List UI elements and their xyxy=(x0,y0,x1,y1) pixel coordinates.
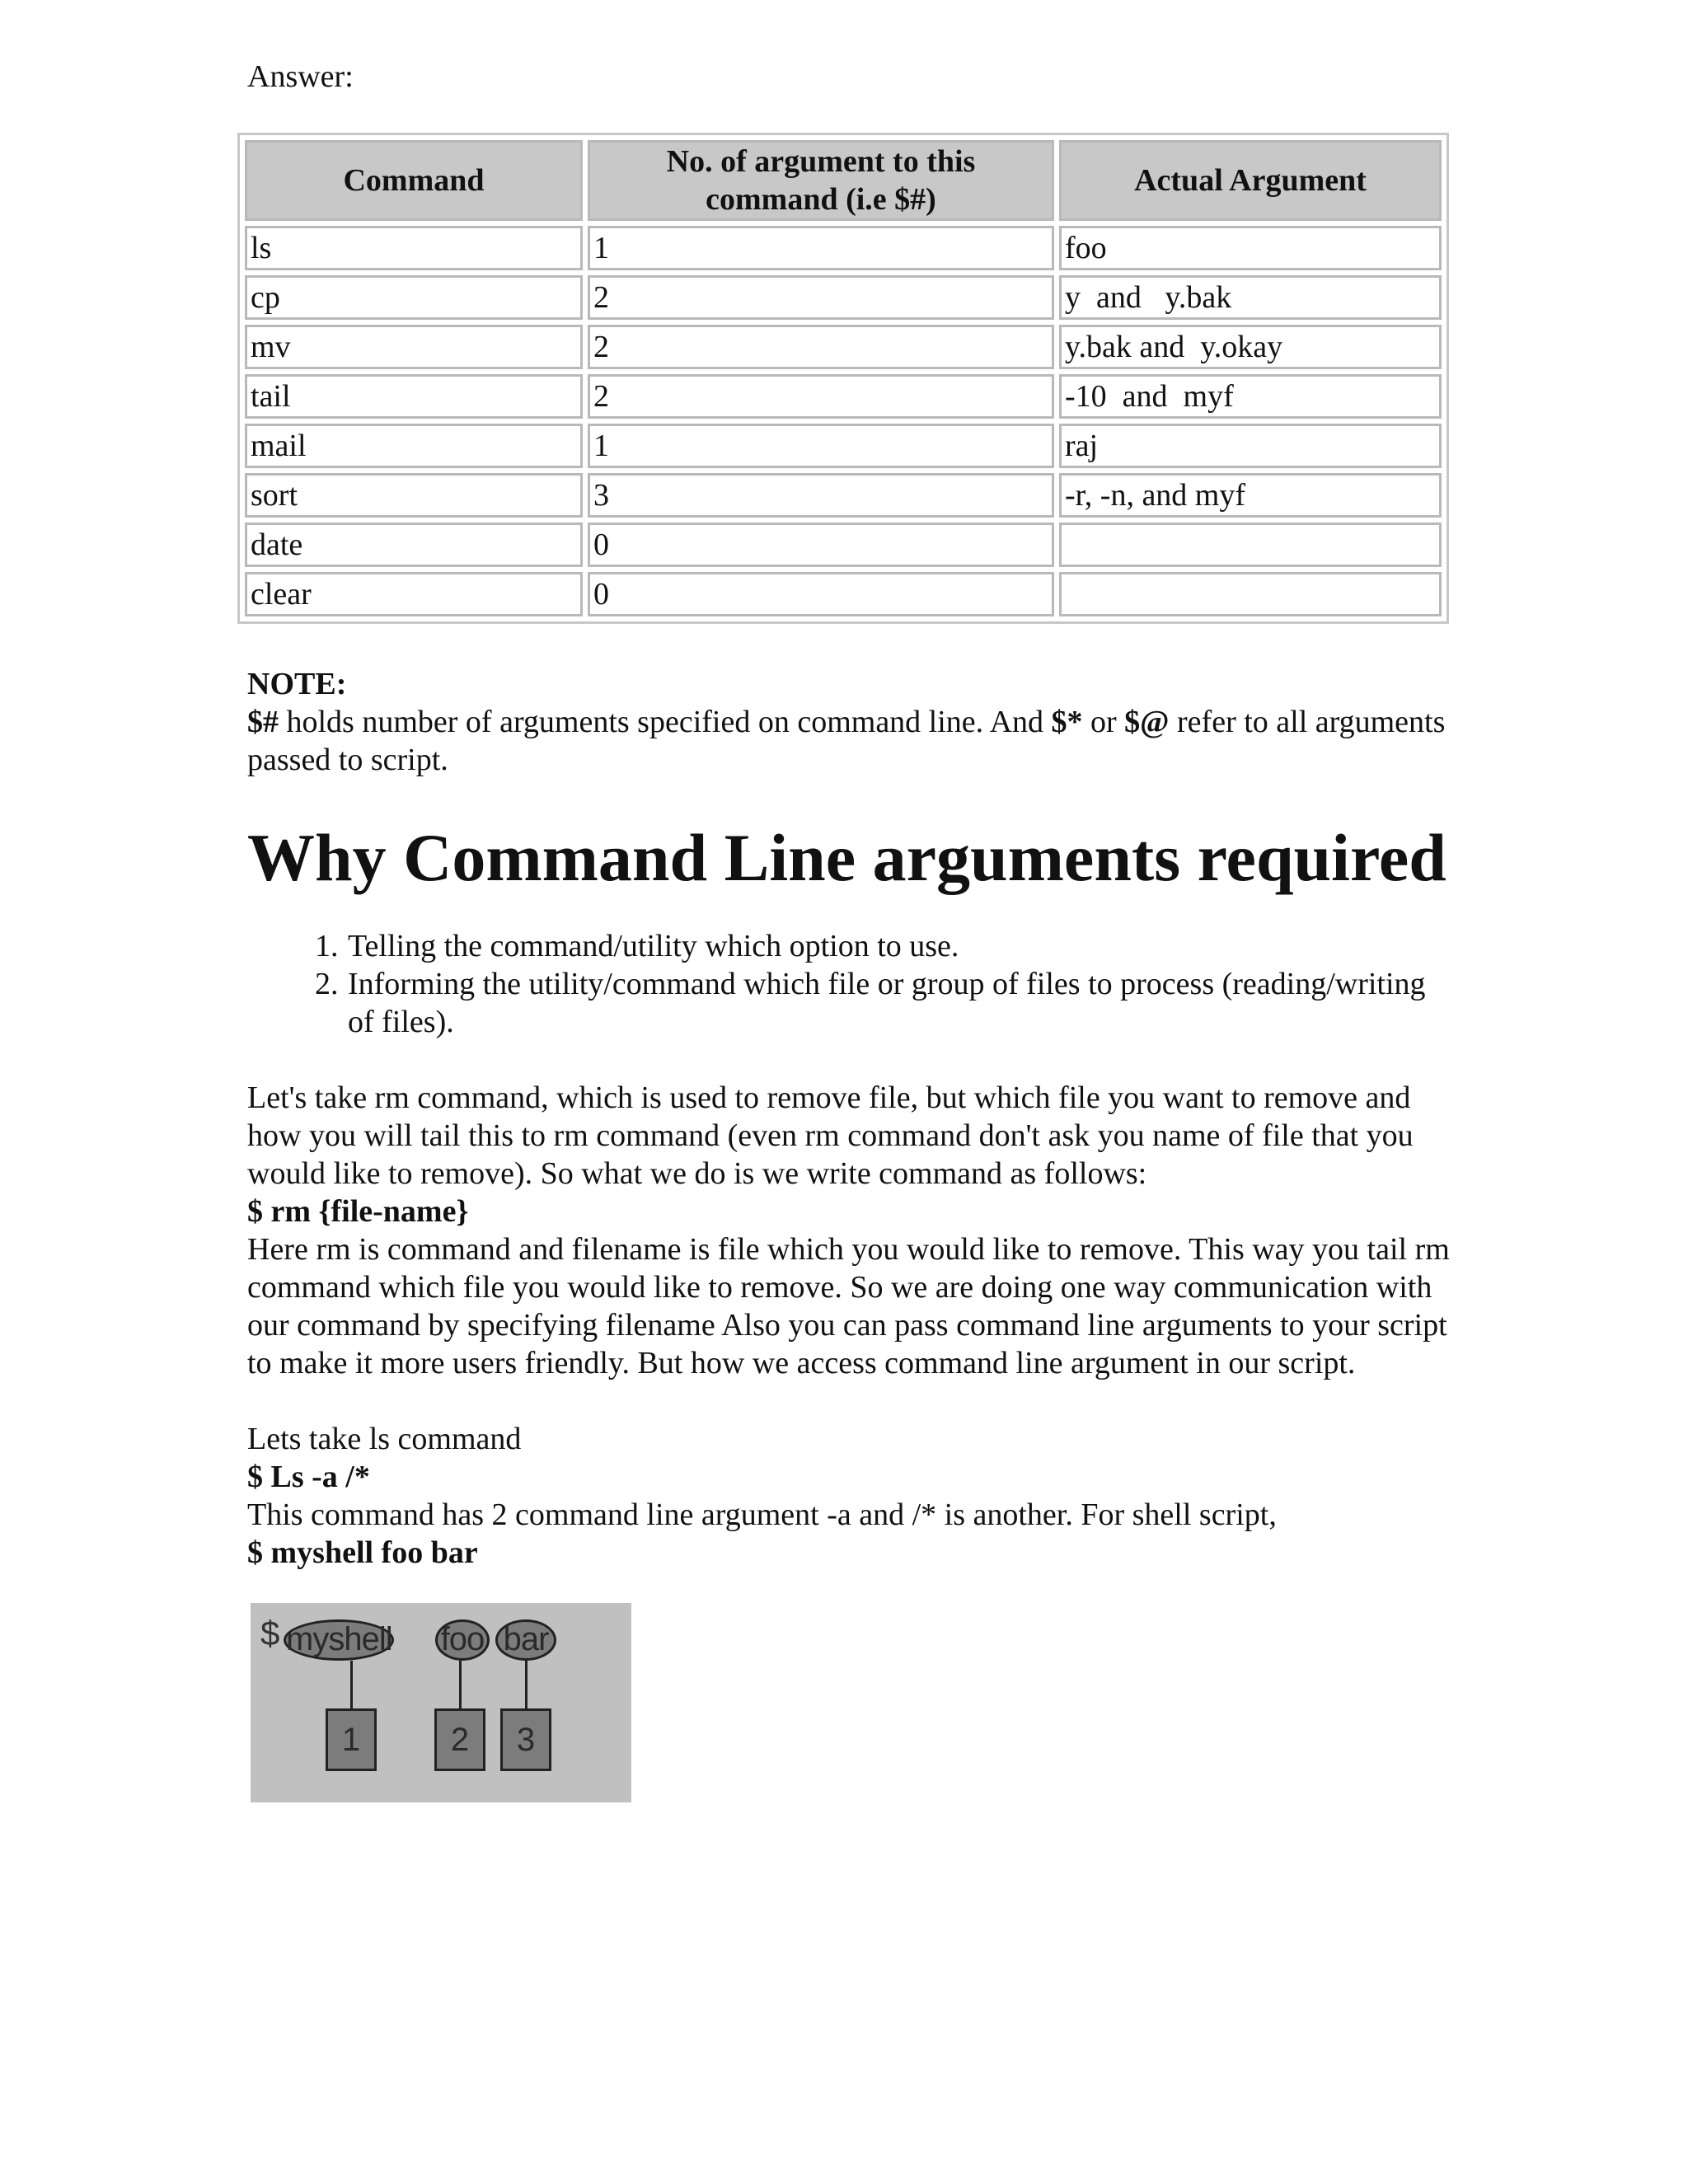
cell-count: 0 xyxy=(588,572,1054,616)
diagram-dollar-sign: $ xyxy=(260,1614,280,1652)
section-heading: Why Command Line arguments required xyxy=(247,820,1447,895)
diagram-connector xyxy=(350,1661,353,1708)
table-row xyxy=(245,523,1442,567)
cell-actual: raj xyxy=(1059,424,1442,468)
argument-diagram xyxy=(251,1603,631,1802)
cell-command: tail xyxy=(245,374,583,419)
list-item: 2. Informing the utility/command which file or group of files to process (reading/writing of files). xyxy=(346,965,1451,1041)
note-var-count: $# xyxy=(247,705,279,739)
header-actual-argument: Actual Argument xyxy=(1059,140,1442,221)
cell-actual: -r, -n, and myf xyxy=(1059,473,1442,518)
document-page xyxy=(247,58,1451,1802)
table-row xyxy=(245,424,1442,468)
header-argument-count: No. of argument to this command (i.e $#) xyxy=(588,140,1054,221)
cell-command: clear xyxy=(245,572,583,616)
arguments-table xyxy=(237,133,1449,624)
table-header-row xyxy=(245,140,1442,221)
table-row xyxy=(245,374,1442,419)
cell-actual: foo xyxy=(1059,226,1442,270)
diagram-box-2: 2 xyxy=(434,1708,485,1771)
cell-command: ls xyxy=(245,226,583,270)
table-row xyxy=(245,325,1442,369)
diagram-connector xyxy=(525,1661,528,1708)
cell-actual: -10 and myf xyxy=(1059,374,1442,419)
header-command: Command xyxy=(245,140,583,221)
paragraph-rm: Let's take rm command, which is used to remove file, but which file you want to remove and how you will tail this to rm command (even rm command don't ask you name of file that you would like to remove). So what we do is we write command as follows: xyxy=(247,1080,1414,1191)
diagram-oval-bar: bar xyxy=(495,1619,556,1661)
list-item: 1. Telling the command/utility which option to use. xyxy=(346,927,1451,965)
diagram-oval-foo: foo xyxy=(435,1619,490,1661)
cell-actual: y and y.bak xyxy=(1059,275,1442,320)
paragraph-shell-script: This command has 2 command line argument -a and /* is another. For shell script, xyxy=(247,1497,1277,1532)
note-text: $# holds number of arguments specified on command line. And $* or $@ refer to all arguments passed to script. xyxy=(247,705,1446,777)
command-rm: $ rm {file-name} xyxy=(247,1194,469,1229)
cell-command: sort xyxy=(245,473,583,518)
cell-command: mv xyxy=(245,325,583,369)
cell-command: cp xyxy=(245,275,583,320)
cell-count: 3 xyxy=(588,473,1054,518)
cell-count: 1 xyxy=(588,226,1054,270)
paragraph-ls: Lets take ls command xyxy=(247,1422,522,1456)
cell-count: 2 xyxy=(588,374,1054,419)
diagram-box-1: 1 xyxy=(326,1708,377,1771)
cell-count: 0 xyxy=(588,523,1054,567)
command-myshell: $ myshell foo bar xyxy=(247,1535,478,1570)
paragraph-filename: Here rm is command and filename is file which you would like to remove. This way you tail rm command which file you would like to remove. So we are doing one way communication with our command by specifying filename Also you can pass command line arguments to your script to make it more users friendly. But how we access command line argument in our script. xyxy=(247,1232,1450,1380)
table-row xyxy=(245,226,1442,270)
reasons-list xyxy=(247,927,1451,1041)
cell-command: date xyxy=(245,523,583,567)
cell-actual xyxy=(1059,523,1442,567)
cell-actual xyxy=(1059,572,1442,616)
cell-count: 2 xyxy=(588,275,1054,320)
cell-command: mail xyxy=(245,424,583,468)
cell-count: 1 xyxy=(588,424,1054,468)
note-var-star: $* xyxy=(1051,705,1083,739)
diagram-oval-myshell: myshell xyxy=(284,1619,394,1661)
diagram-box-3: 3 xyxy=(500,1708,551,1771)
note-var-at: $@ xyxy=(1124,705,1170,739)
table-row xyxy=(245,275,1442,320)
diagram-connector xyxy=(459,1661,462,1708)
note-title: NOTE: xyxy=(247,667,347,701)
command-ls: $ Ls -a /* xyxy=(247,1460,370,1494)
cell-count: 2 xyxy=(588,325,1054,369)
answer-label: Answer: xyxy=(247,59,354,94)
cell-actual: y.bak and y.okay xyxy=(1059,325,1442,369)
table-row xyxy=(245,473,1442,518)
table-row xyxy=(245,572,1442,616)
